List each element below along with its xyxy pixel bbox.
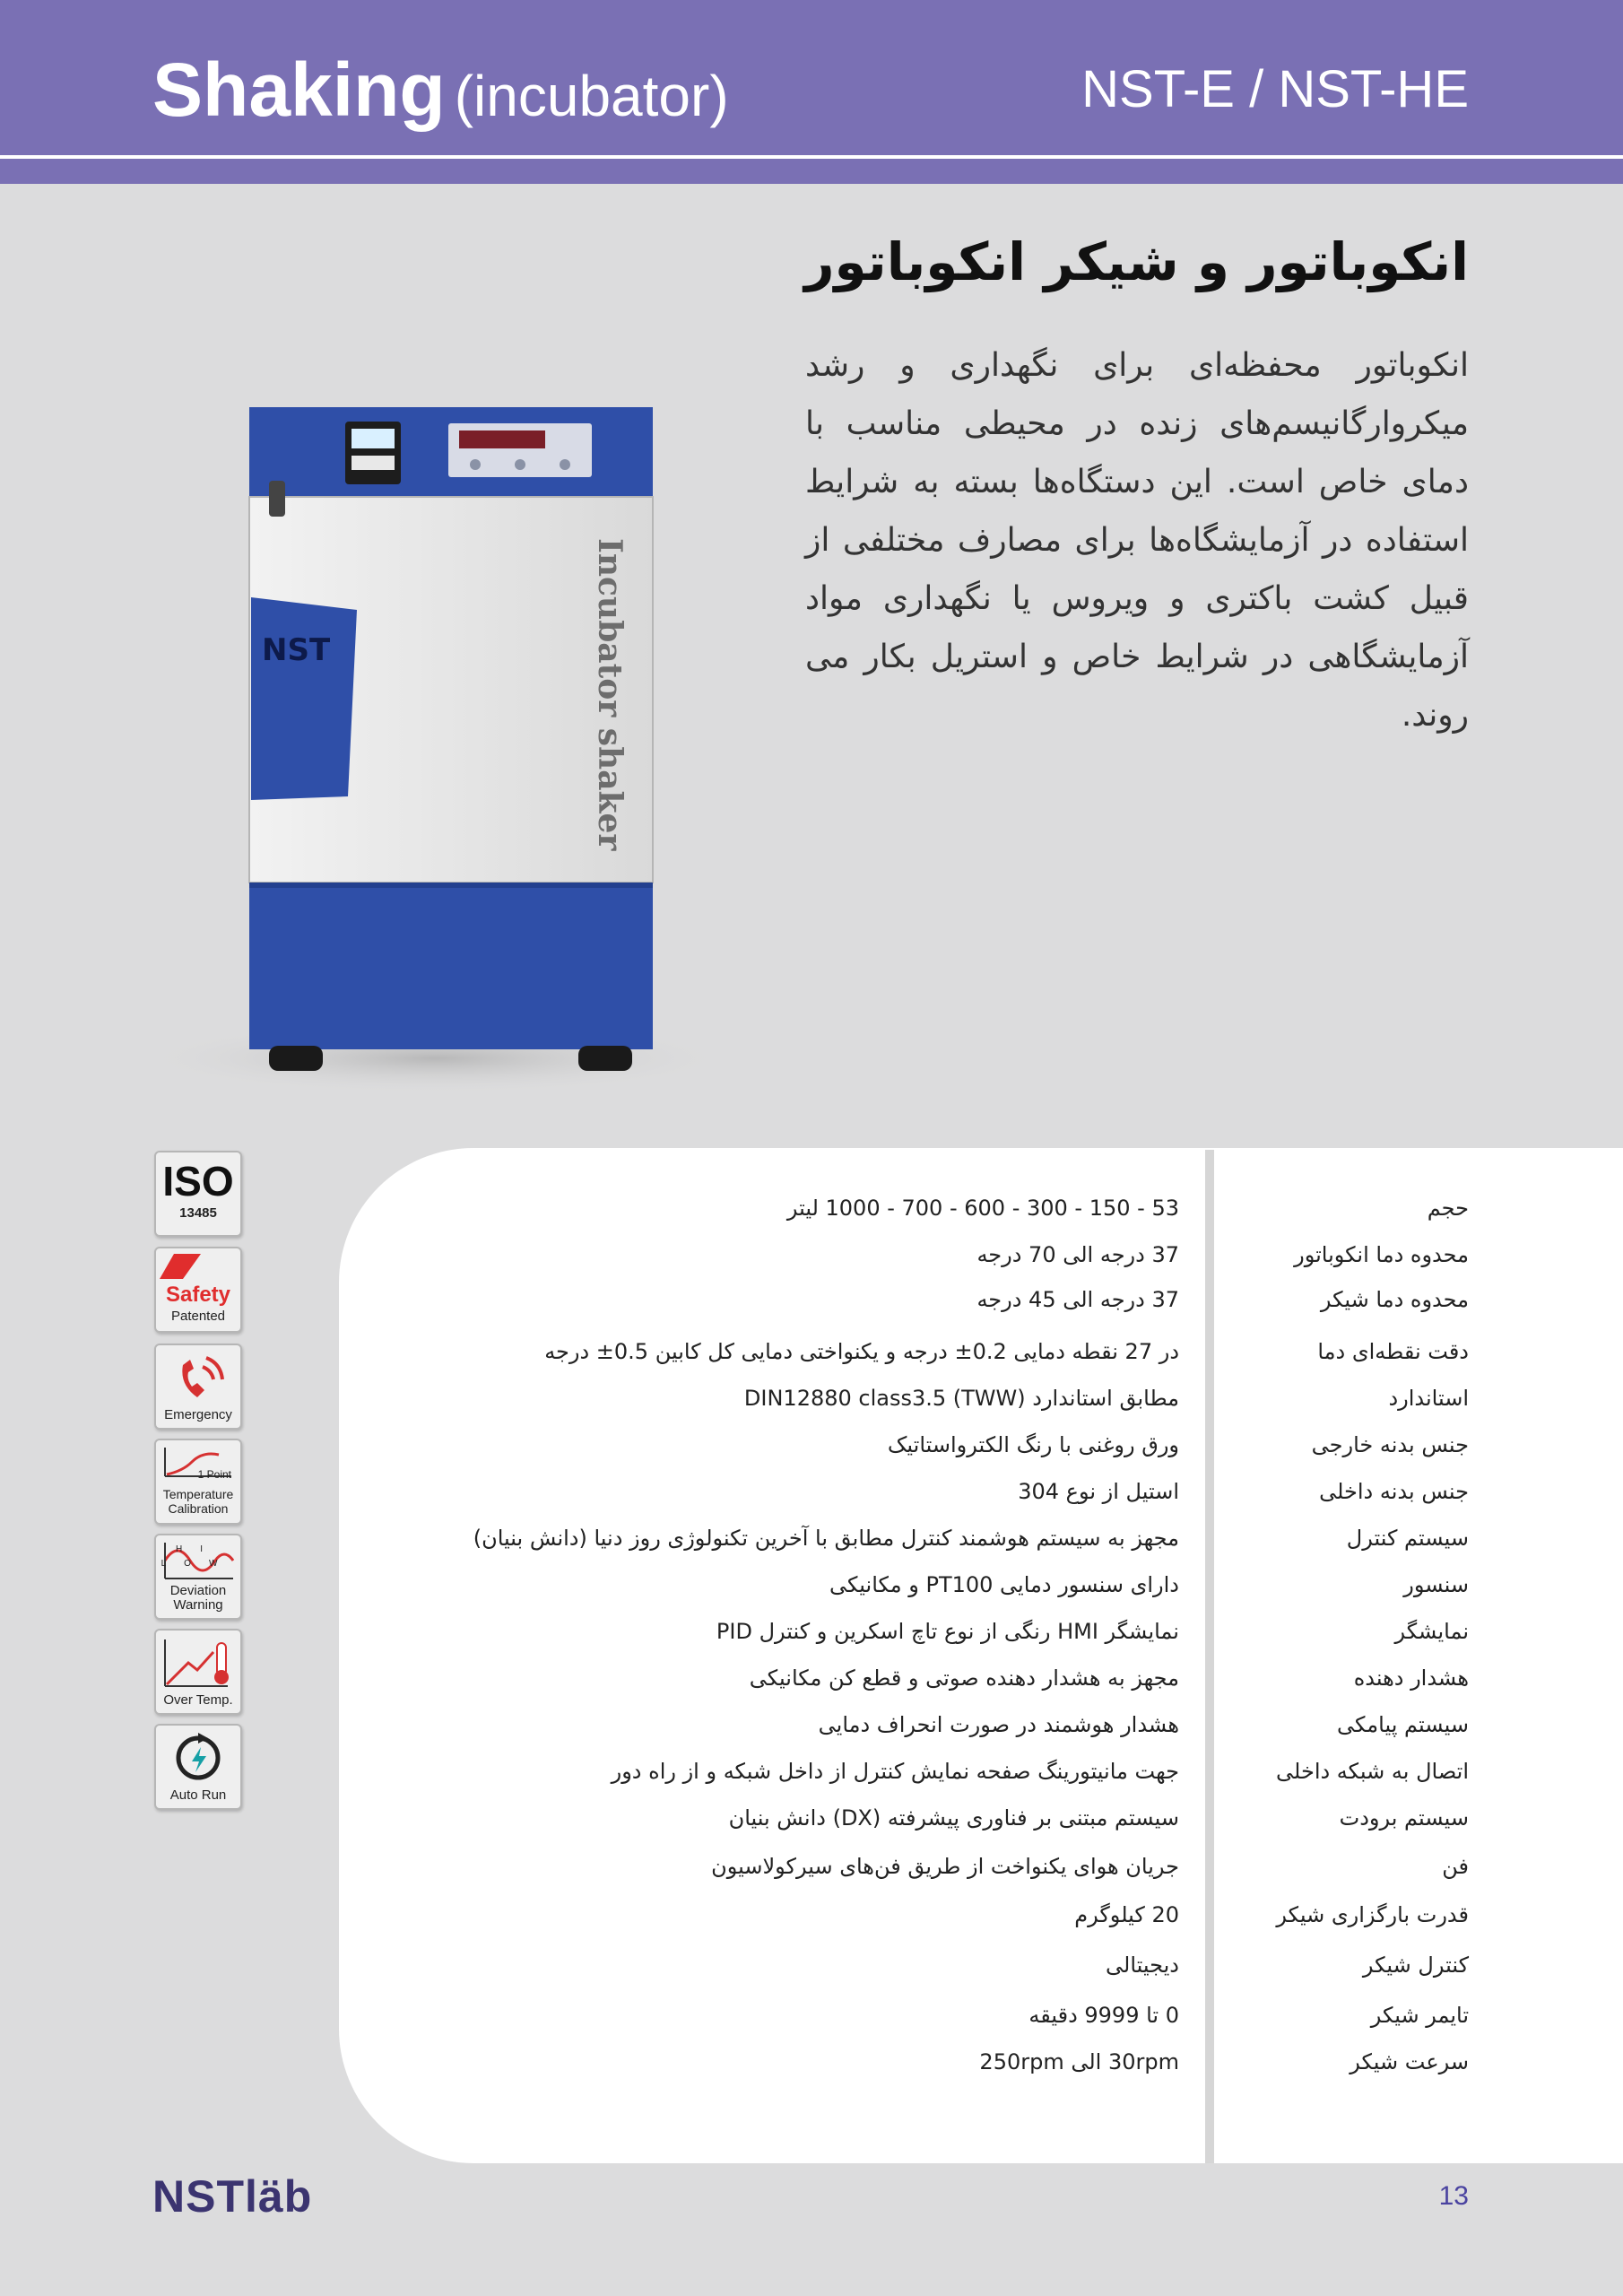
spec-row bbox=[0, 1759, 1623, 1798]
safety-icon bbox=[156, 1248, 240, 1284]
spec-row bbox=[0, 1242, 1623, 1282]
over-temp-icon bbox=[156, 1634, 240, 1692]
model-number: NST-E / NST-HE bbox=[1081, 60, 1469, 118]
spec-label: دقت نقطه‌ای دما bbox=[1317, 1339, 1469, 1364]
spec-value: نمایشگر HMI رنگی از نوع تاچ اسکرین و کنترل PID bbox=[716, 1619, 1179, 1644]
auto-run-badge bbox=[154, 1724, 242, 1810]
spec-value: 0 تا 9999 دقیقه bbox=[1028, 2003, 1179, 2028]
spec-row bbox=[0, 1386, 1623, 1425]
header-band bbox=[0, 159, 1623, 184]
spec-label: قدرت بارگزاری شیکر bbox=[1276, 1902, 1469, 1927]
spec-label: نمایشگر bbox=[1394, 1619, 1469, 1644]
badge-caption: Auto Run bbox=[169, 1787, 227, 1803]
spec-row bbox=[0, 1854, 1623, 1893]
spec-row bbox=[0, 1952, 1623, 1992]
spec-row bbox=[0, 1712, 1623, 1752]
spec-label: محدوه دما شیکر bbox=[1320, 1287, 1469, 1312]
iso-icon: ISO bbox=[162, 1158, 234, 1205]
spec-value: 20 کیلوگرم bbox=[1074, 1902, 1179, 1927]
spec-label: استاندارد bbox=[1388, 1386, 1469, 1411]
spec-label: اتصال به شبکه داخلی bbox=[1276, 1759, 1469, 1784]
spec-value: 30rpm الی 250rpm bbox=[979, 2049, 1179, 2074]
spec-value: 53 - 150 - 300 - 600 - 700 - 1000 لیتر bbox=[786, 1196, 1179, 1221]
spec-row bbox=[0, 1526, 1623, 1565]
badge-caption: Temperature Calibration bbox=[162, 1487, 234, 1516]
badge-caption: 13485 bbox=[179, 1205, 217, 1221]
spec-row bbox=[0, 1432, 1623, 1472]
spec-value: دیجیتالی bbox=[1106, 1952, 1179, 1978]
spec-label: سیستم کنترل bbox=[1346, 1526, 1469, 1551]
title-sub: (incubator) bbox=[454, 64, 729, 128]
spec-row bbox=[0, 2003, 1623, 2042]
badge-caption: Emergency bbox=[164, 1407, 232, 1422]
badge-title: HI LOW bbox=[161, 1544, 236, 1569]
spec-label: هشدار دهنده bbox=[1353, 1665, 1469, 1691]
product-description: انکوباتور محفظه‌ای برای نگهداری و رشد میکروارگانیسم‌های زنده در محیطی مناسب با دمای خاص است. این دستگاه‌ها بسته به شرایط استفاده در آزمایشگاه‌ها برای مصارف مختلفی از قبیل کشت باکتری و ویروس یا نگهداری مواد آزمایشگاهی در شرایط خاص و استریل بکار می روند. bbox=[805, 347, 1469, 734]
spec-value: 37 درجه الی 45 درجه bbox=[976, 1287, 1179, 1312]
spec-value: جهت مانیتورینگ صفحه نمایش کنترل از داخل شبکه و از راه دور bbox=[611, 1759, 1179, 1784]
spec-label: سرعت شیکر bbox=[1350, 2049, 1469, 2074]
spec-row bbox=[0, 1287, 1623, 1326]
product-side-text: Incubator shaker bbox=[591, 538, 629, 851]
emergency-icon bbox=[156, 1349, 240, 1408]
emergency-badge bbox=[154, 1344, 242, 1430]
spec-row bbox=[0, 1619, 1623, 1658]
page-title bbox=[152, 47, 729, 134]
page-number: 13 bbox=[1438, 2181, 1469, 2211]
iso-badge bbox=[154, 1151, 242, 1237]
spec-label: جنس بدنه خارجی bbox=[1311, 1432, 1469, 1457]
spec-row bbox=[0, 1665, 1623, 1705]
spec-label: سیستم پیامکی bbox=[1337, 1712, 1469, 1737]
spec-row bbox=[0, 1196, 1623, 1235]
spec-row bbox=[0, 1902, 1623, 1942]
spec-value: مجهز به سیستم هوشمند کنترل مطابق با آخرین تکنولوژی روز دنیا (دانش بنیان) bbox=[473, 1526, 1179, 1551]
spec-value: 37 درجه الی 70 درجه bbox=[976, 1242, 1179, 1267]
spec-value: سیستم مبتنی بر فناوری پیشرفته (DX) دانش بنیان bbox=[728, 1805, 1179, 1831]
spec-value: ورق روغنی با رنگ الکترواستاتیک bbox=[887, 1432, 1179, 1457]
brand-logo: NSTläb bbox=[152, 2171, 313, 2222]
auto-run-icon bbox=[156, 1729, 240, 1783]
spec-value: دارای سنسور دمایی PT100 و مکانیکی bbox=[829, 1572, 1179, 1597]
spec-label: محدوه دما انکوباتور bbox=[1294, 1242, 1469, 1267]
spec-label: سیستم برودت bbox=[1339, 1805, 1469, 1831]
badge-caption: Deviation Warning bbox=[169, 1583, 227, 1613]
spec-label: جنس بدنه داخلی bbox=[1319, 1479, 1469, 1504]
spec-label: کنترل شیکر bbox=[1362, 1952, 1469, 1978]
spec-label: حجم bbox=[1427, 1196, 1469, 1221]
safety-badge bbox=[154, 1247, 242, 1333]
spec-label: فن bbox=[1442, 1854, 1469, 1879]
title-main: Shaking bbox=[152, 48, 446, 132]
spec-row bbox=[0, 1479, 1623, 1518]
spec-value: مجهز به هشدار دهنده صوتی و قطع کن مکانیکی bbox=[749, 1665, 1179, 1691]
over-temp-badge bbox=[154, 1629, 242, 1715]
badge-caption: Patented bbox=[170, 1309, 226, 1324]
spec-row bbox=[0, 1339, 1623, 1378]
temperature-calibration-badge bbox=[154, 1439, 242, 1525]
spec-label: سنسور bbox=[1403, 1572, 1469, 1597]
spec-value: هشدار هوشمند در صورت انحراف دمایی bbox=[818, 1712, 1179, 1737]
spec-value: جریان هوای یکنواخت از طریق فن‌های سیرکولاسیون bbox=[711, 1854, 1179, 1879]
product-image bbox=[126, 395, 771, 1094]
spec-row bbox=[0, 1572, 1623, 1612]
badge-title: Safety bbox=[165, 1283, 231, 1307]
spec-row bbox=[0, 2049, 1623, 2089]
spec-value: استیل از نوع 304 bbox=[1018, 1479, 1179, 1504]
badge-caption: Over Temp. bbox=[163, 1692, 233, 1708]
spec-value: در 27 نقطه دمایی 0.2± درجه و یکنواختی دمایی کل کابین 0.5± درجه bbox=[544, 1339, 1179, 1364]
deviation-warning-badge bbox=[154, 1534, 242, 1620]
spec-label: تایمر شیکر bbox=[1370, 2003, 1469, 2028]
spec-value: مطابق استاندارد DIN12880 class3.5 (TWW) bbox=[743, 1386, 1179, 1411]
product-heading: انکوباتور و شیکر انکوباتور bbox=[804, 231, 1469, 292]
spec-row bbox=[0, 1805, 1623, 1845]
badge-title: 1 Point bbox=[197, 1468, 231, 1481]
door-logo: NST bbox=[262, 632, 331, 668]
